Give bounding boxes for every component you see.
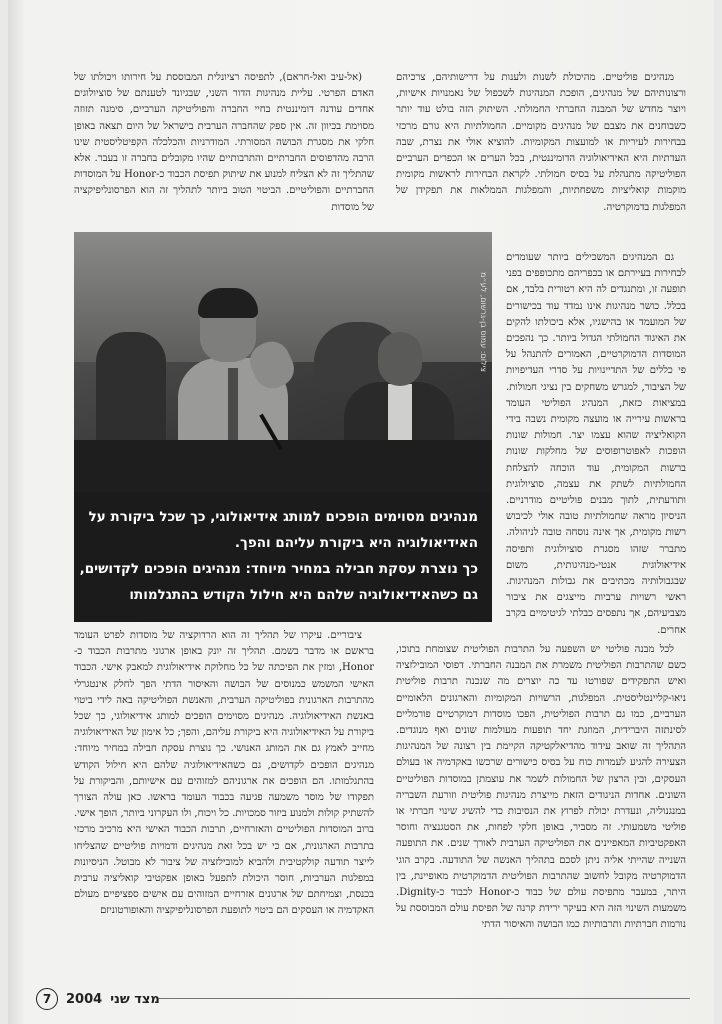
article-paragraph: ציבוריים. עיקרו של תהליך זה הוא הרדוקציה של מוסדות לפרט העומד בראשם או מדבר בשמם. תהליך זה יונק באופן ארגוני מתרבות הכבוד כ-Honor, ומזין את הפיכתה של כל מחלוקת אידיאולוגית למאבק אישי. הכבוד האישי המשמש כמנוסים של הבושה והאיסור הדתי הפך לחלק אינטגרלי מהתרבות הארגונית בפוליטיקה הערבית, והאנשת הפוליטיקה באה לידי ביטוי באנשת האידיאולוגיה. מנהיגים מסוימים הופכים למותג אידיאולוגי, כך שכל ביקורת על האידיאולוגיה היא ביקורת עליהם, והפך; כל אימון של האידיאולוגיה מחייב לאמץ גם את המותג האנושי. כך נוצרת עסקת חבילה במחיר מיוחד: מנהיגים הופכים לקדושים, גם כשהאידיאולוגיה שלהם היא חילול הקודש בהתגלמותו. הם הופכים את ארגוניהם למזוהים עם אישיותם, והביקורת על תפקודו של מוסד משמעה פגיעה בכבוד העומד בראשו. כאן עולה הצורך להשתיק קולות ולמנוע ביזור סמכויות. כל ויכוח, ולו העקרוני ביותר, הופך אישי. ברוב המוסדות הפוליטיים והאזרחיים, תרבות הכבוד האישי היא מרכיב מרכזי בתרבות הארגונית, אם כי יש בכל זאת מנהיגים ודמויות פוליטיים שהצליחו לייצר תודעה קולקטיבית ולהביא למובילזציה של ציבור לא מבוטל. הניסיונות במפלגות הערביות, חוסר היכולת לתפעל באופן אפקטיבי קואליציה ערבית בכנסת, וצמיחתם של ארגונים אזרחיים המזוהים עם אישים ספציפיים מעולם האקדמיה או העסקים הם ביטוי לתופעת הפרסונליפיקציה והאופורטוניזם (74, 630, 374, 917)
article-column-right-narrow (506, 250, 686, 642)
article-column-left-bottom (74, 628, 374, 958)
article-column-left-top (74, 70, 374, 230)
page-number: 7 (36, 988, 58, 1010)
photo-credit: צילום: עמוס בן-גרשום, לע״מ (479, 272, 488, 373)
caption-line: האידיאולוגיה היא ביקורת עליהם והפך. (234, 535, 478, 551)
article-column-right-bottom (396, 642, 686, 942)
caption-line: כך נוצרת עסקת חבילה במחיר מיוחד: מנהיגים הופכים לקדושים, (79, 561, 478, 577)
article-paragraph: לכל מבנה פוליטי יש השפעה על התרבות הפוליטית שצומחת בתוכו, כשם שהתרבות הפוליטית משמרת את המבנה החברתי. דפוסי המובילזציה ואיש התפקידים שפורטו עד כה יוצרים מה שנכנה תרבות פוליטית ניאו-קליינטליסטית. המפלגות, הרשויות המקומיות והארגונים הלאומיים הערביים, כמו גם תרבות הפוליטית, הפכו מוסדות דמוקרטיים פורמליים לסינתזה היברידית, המוזגת יחד תופעות מעולמות שונים ואף מנוגדים. התהליך זה שואב עידוד מהדיאלקטיקה הקיימת בין רצונה של המנהיגות הצעירה להגיע לעמדות כוח על בסיס כישורים שרכשו באקדמיה או בעולם העסקים, ובין הרצון של החמולות לשמר את עוצמתן במוסדות הפוליטיים השונים. אחדות הניגודים הזאת מייצרת מנהיגות פוליטית וזורעת השבריה במנגנוליה, ונעדרת יכולת לפרוץ את הנסיבות כדי להשיג שינוי חברתי או פוליטי משמעותי. זה מסביר, באופן חלקי לפחות, את הסטגנציה וחוסר האפקטיביות המאפיינים את הפוליטיקה הערבית לאורך שנים. את התופעה השנייה שהייתי אליה ניתן לסכם בתהליך האנשה של התודעה. בקרב הוגי הדמוקרטיה מקובל לחשוב שהתרבות הפוליטית הדמוקרטית מאופיינת, בין היתר, במעבר מתפיסת עולם של כבוד כ-Honor לכבוד כ-Dignity. משמעות השינוי הזה היא בעיקר ירידת קרנה של תפיסת עולם המבוססת על נורמות חברתיות ותרבותיות כמו הבושה והאיסור הדתי (396, 644, 686, 931)
article-column-right-top (396, 70, 686, 250)
footer-publication: מצד שני (110, 991, 160, 1007)
article-paragraph: גם המנהיגים המשכילים ביותר שעומדים לבחירות בעיירתם או בכפריהם מתכופפים בפני תופעה זו, ומתנגדים לה היא רטורית בלבד, אם בכלל. כושר מנהיגות אינו נמדד עוד בכישורים של המועמד או בהישגיו, אלא ביכולתו להקים את האיגוד החמולתי הגדול ביותר. כך נהפכים המוסדות הדמוקרטיים, האמורים להתנהל על פי כללים של התדיינויות על סדרי העדיפויות של הציבור, למגרש משחקים בין נציגי חמולות. במציאות כזאת, המנהיג הפוליטי העומד בראשות עירייה או מועצה מקומית נשבה בידי הקואליציה שהוא עצמו יצר. חמולות שונות הופכות לאפוטרופוסים של מחלקות שונות ברשות המקומית, עוד הוכחה להצלחת החמולתיות לשתק את עצמה, סוציולוגית ותודעתית, לתוך מבנים פוליטיים מודרניים. הניסיון מראה שחמולתיות טובה אולי לכיבוש רשות מקומית, אך אינה נוסחה טובה לניהולה. מתברר שזהו מסגרת סוציולוגית ותפיסה אידיאולוגית אנטי-מנהיגותית, משום שבגבולותיה מכתיבים את גבולות המנהיגות. ראשי רשויות ערביות מייצגים את ציבור מצביעיהם, אך נתפסים כבלתי לגיטימיים בקרב אחרים. (506, 252, 686, 636)
page-footer (36, 988, 160, 1010)
pull-quote-caption (74, 492, 492, 622)
page-sheet (8, 0, 714, 1024)
footer-rule (158, 998, 690, 999)
photo-chair (96, 332, 166, 452)
article-paragraph: מנהיגים פוליטיים. מהיכולת לשנות ולענות על דרישותיהם, צרכיהם ורצונותיהם של מנהיגים, הופכת המנהיגות לשכפול של נאמנויות אישיות, ויוצר מחדש של המבנה החברתי החמולתי. השיתוק הזה בולט עוד יותר כשבוחנים את מצבם של מנהיגים מקומיים. החמולתיות היא גורם מרכזי בבחירות לעיריות או למועצות המקומיות. להוציא אולי את נצרת, שבה העדתיות היא האידיאולוגיה הדומיננטית, בכל הערים או הכפרים הערביים הפוליטיקה מתנהלת על בסיס חמולתי. לקראת הבחירות לראשות מקומית מוקמות קואליציות משפחתיות, והמפלגות הממלאות את תפקידן של המפלגות בדמוקרטיה. (396, 72, 686, 213)
caption-line: מנהיגים מסוימים הופכים למותג אידיאולוגי, כך שכל ביקורת על (88, 509, 478, 525)
footer-year: 2004 (66, 991, 103, 1007)
article-photo (74, 232, 492, 492)
article-paragraph: (אל-עיב ואל-חראם), לתפיסה רציונלית המבוססת על חירותו ויכולתו של האדם הפרטי. עליית מנהיגות הדור השני, שבגיונד לטענתם של סוציולוגים אחדים עודנה דומיננטית בחיי החברה והפוליטיקה הערביים, סימנה תזוזה מסוימת בכיוון זה. אין ספק שהחברה הערבית בישראל של היום תצאה באופן חלקי את מסגרת הבושה המסורתי. המודרניות והכלכלה הקפיטליסטית שינו הרבה מהדפוסים החברתיים והתרבותיים שהיו מקובלים בחברה זו בעבר. אלא שהתליך זה לא הצליח למנוע את שיתוק תפיסת הכבוד כ-Honor על המוסדות החברתיים והפוליטיים. הביטוי הטוב ביותר לתהליך זה הוא הפרסונליפיקציה של מוסדות (74, 72, 374, 213)
caption-line: גם כשהאידיאולוגיה שלהם היא חילול הקודש בהתגלמותו (129, 587, 478, 603)
